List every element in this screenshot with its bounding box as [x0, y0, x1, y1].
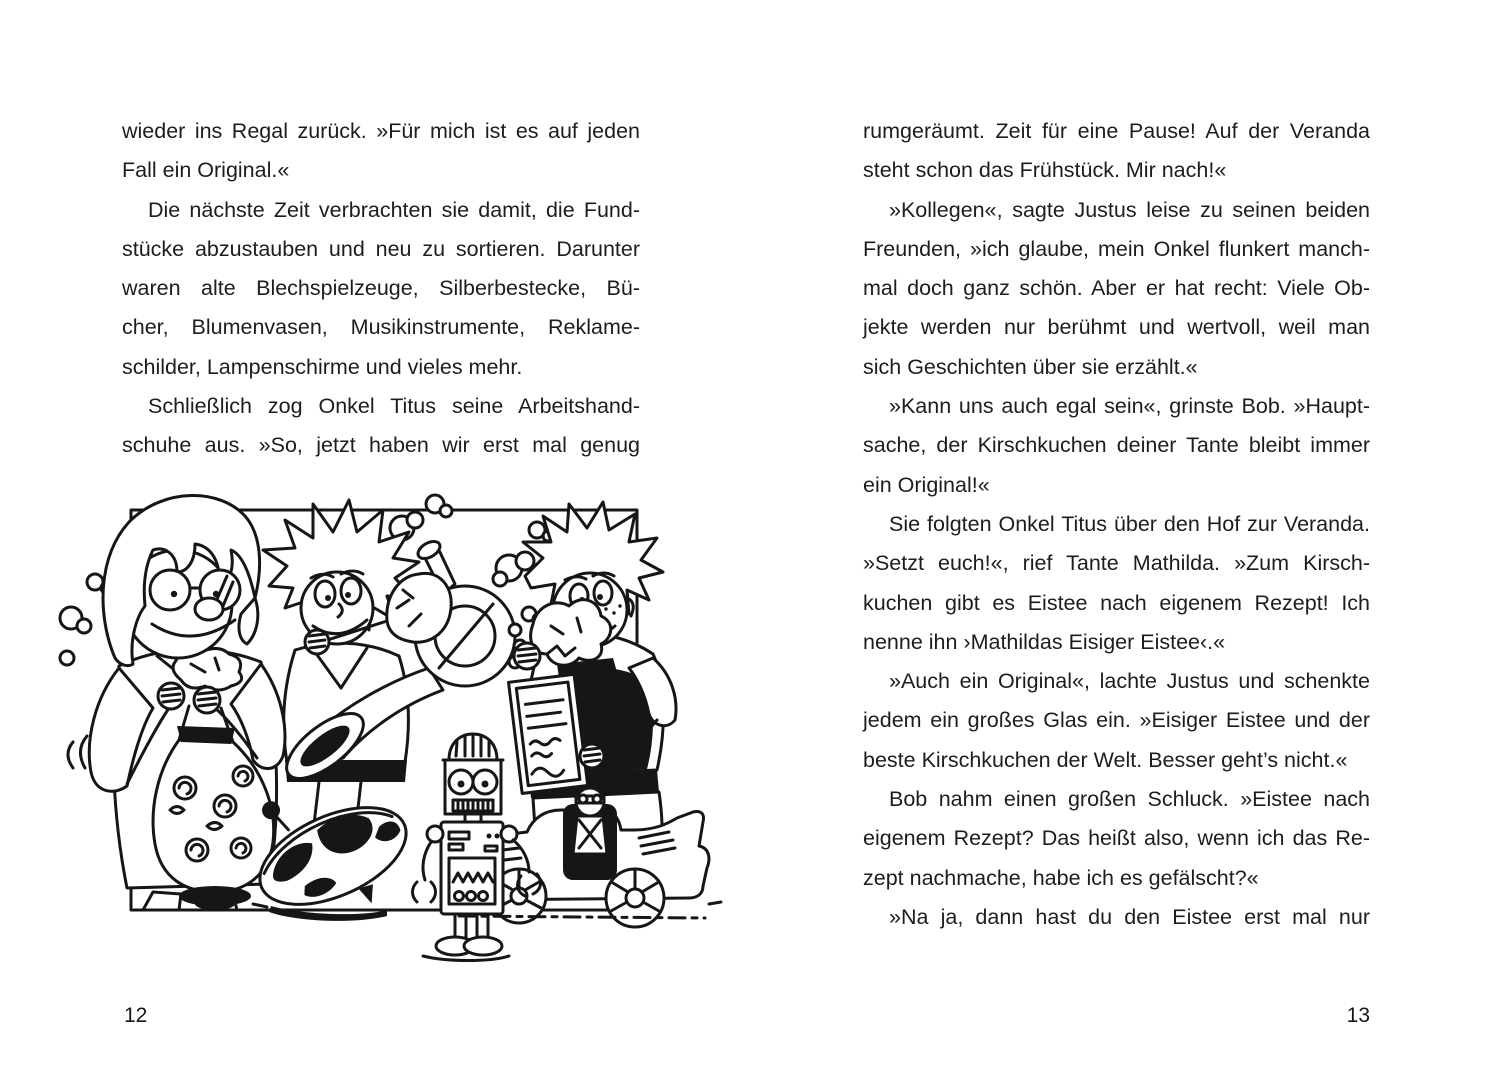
text-line: mal doch ganz schön. Aber er hat recht: Viele Ob-	[863, 276, 1370, 301]
illustration	[57, 458, 747, 963]
text-line: sich Geschichten über sie erzählt.«	[863, 354, 1198, 379]
text-line: cher, Blumenvasen, Musikinstrumente, Reklame-	[122, 315, 640, 340]
certificate-icon	[509, 674, 588, 793]
toy-driver-icon	[573, 788, 607, 854]
text-line: »Auch ein Original«, lachte Justus und schenkte	[889, 669, 1370, 694]
text-line: beste Kirschkuchen der Welt. Besser geht’s nicht.«	[863, 747, 1348, 772]
left-page-text	[122, 112, 640, 466]
text-line: »Setzt euch!«, rief Tante Mathilda. »Zum Kirsch-	[863, 551, 1370, 576]
text-line: rumgeräumt. Zeit für eine Pause! Auf der Veranda	[863, 119, 1370, 143]
text-line: eigenem Rezept? Das heißt also, wenn ich das Re-	[863, 826, 1370, 851]
text-line: wieder ins Regal zurück. »Für mich ist es auf jeden	[122, 119, 640, 143]
text-line: »Kollegen«, sagte Justus leise zu seinen beiden	[889, 197, 1370, 222]
text-line: ein Original!«	[863, 472, 990, 497]
text-line: Schließlich zog Onkel Titus seine Arbeitshand-	[148, 394, 640, 419]
text-line: Sie folgten Onkel Titus über den Hof zur Veranda.	[889, 511, 1370, 536]
text-line: »Na ja, dann hast du den Eistee erst mal nur	[889, 904, 1370, 929]
text-line: Die nächste Zeit verbrachten sie damit, die Fund-	[148, 197, 640, 222]
text-line: schuhe aus. »So, jetzt haben wir erst mal genug	[122, 433, 640, 458]
text-line: Freunden, »ich glaube, mein Onkel flunkert manch-	[863, 236, 1370, 261]
text-line: jekte werden nur berühmt und wertvoll, weil man	[863, 315, 1370, 340]
page-number-left: 12	[124, 1004, 148, 1027]
text-line: zept nachmache, habe ich es gefälscht?«	[863, 865, 1259, 890]
text-line: Bob nahm einen großen Schluck. »Eistee nach	[889, 787, 1370, 812]
text-line: Fall ein Original.«	[122, 158, 290, 183]
text-line: sache, der Kirschkuchen deiner Tante bleibt immer	[863, 433, 1370, 458]
text-line: kuchen gibt es Eistee nach eigenem Rezept! Ich	[863, 590, 1370, 615]
right-page-text	[863, 112, 1370, 937]
text-line: steht schon das Frühstück. Mir nach!«	[863, 158, 1227, 183]
text-line: nenne ihn ›Mathildas Eisiger Eistee‹.«	[863, 629, 1226, 654]
text-line: jedem ein großes Glas ein. »Eisiger Eistee und der	[863, 708, 1370, 733]
text-line: schilder, Lampenschirme und vieles mehr.	[122, 354, 523, 379]
text-line: »Kann uns auch egal sein«, grinste Bob. »Haupt-	[889, 394, 1370, 419]
text-line: waren alte Blechspielzeuge, Silberbestecke, Bü-	[122, 276, 640, 301]
text-line: stücke abzustauben und neu zu sortieren. Darunter	[122, 236, 640, 261]
boy-polishing-vase	[68, 495, 285, 910]
page-number-right: 13	[1346, 1004, 1370, 1027]
